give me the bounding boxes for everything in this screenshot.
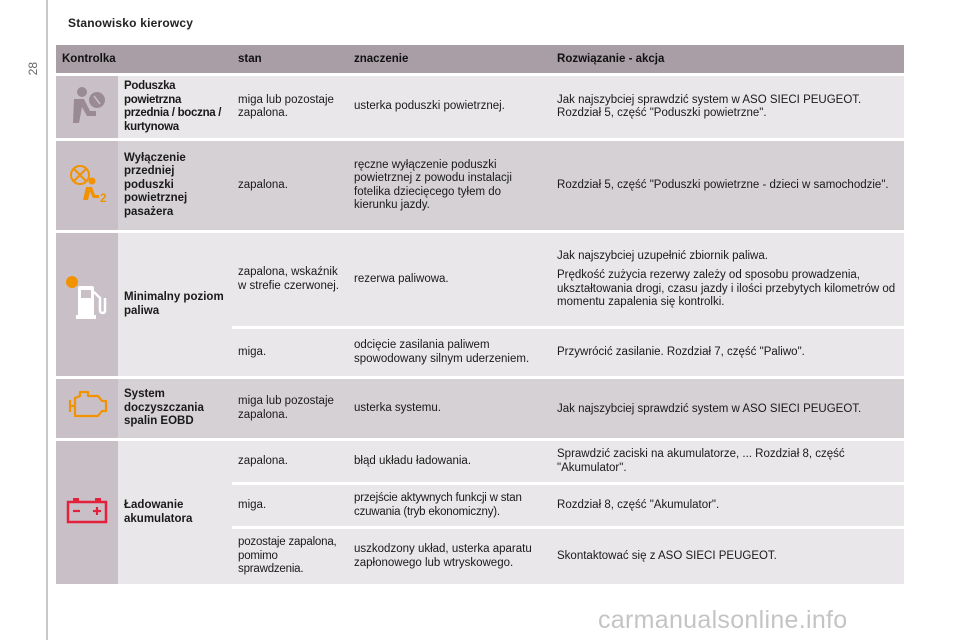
section-title: Stanowisko kierowcy <box>68 16 194 30</box>
battery-znaczenie-3: uszkodzony układ, usterka aparatu zapłonowego lub wtryskowego. <box>348 526 551 584</box>
header-znaczenie: znaczenie <box>348 45 551 73</box>
table-header <box>56 45 904 73</box>
table-row <box>56 230 904 326</box>
header-stan: stan <box>232 45 348 73</box>
fuel-akcja-1 <box>551 230 904 326</box>
battery-stan-2: miga. <box>232 482 348 526</box>
battery-stan-3: pozostaje zapalona, pomimo sprawdzenia. <box>232 526 348 584</box>
fuel-stan-1: zapalona, wskaźnik w strefie czerwonej. <box>232 230 348 326</box>
fuel-znaczenie-1: rezerwa paliwowa. <box>348 230 551 326</box>
engine-check-icon <box>56 376 118 438</box>
passenger-airbag-off-akcja: Rozdział 5, część "Poduszki powietrzne - dzieci w samochodzie". <box>551 138 904 230</box>
airbag-znaczenie: usterka poduszki powietrznej. <box>348 73 551 138</box>
eobd-znaczenie: usterka systemu. <box>348 376 551 438</box>
table-row <box>56 138 904 230</box>
fuel-akcja-2: Przywrócić zasilanie. Rozdział 7, część "Paliwo". <box>551 326 904 376</box>
table-row <box>56 73 904 138</box>
eobd-label: System doczyszczania spalin EOBD <box>118 376 232 438</box>
margin-rule <box>46 0 48 640</box>
fuel-akcja-1-line1: Jak najszybciej uzupełnić zbiornik paliwa. <box>557 249 768 262</box>
table-row <box>56 376 904 438</box>
header-kontrolka: Kontrolka <box>56 45 232 73</box>
battery-akcja-3: Skontaktować się z ASO SIECI PEUGEOT. <box>551 526 904 584</box>
passenger-airbag-off-stan: zapalona. <box>232 138 348 230</box>
airbag-warning-icon <box>56 73 118 138</box>
fuel-stan-2: miga. <box>232 326 348 376</box>
passenger-airbag-off-icon <box>56 138 118 230</box>
battery-znaczenie-1: błąd układu ładowania. <box>348 438 551 482</box>
airbag-label: Poduszka powietrzna przednia / boczna / kurtynowa <box>118 73 232 138</box>
svg-text:2: 2 <box>100 191 107 206</box>
battery-akcja-2: Rozdział 8, część "Akumulator". <box>551 482 904 526</box>
passenger-airbag-off-label: Wyłączenie przedniej poduszki powietrznej pasażera <box>118 138 232 230</box>
battery-stan-1: zapalona. <box>232 438 348 482</box>
battery-icon <box>56 438 118 584</box>
eobd-stan: miga lub pozostaje zapalona. <box>232 376 348 438</box>
battery-label: Ładowanie akumulatora <box>118 438 232 584</box>
warning-lights-table <box>56 45 904 584</box>
table-row <box>56 438 904 482</box>
battery-akcja-1: Sprawdzić zaciski na akumulatorze, ... Rozdział 8, część "Akumulator". <box>551 438 904 482</box>
fuel-akcja-1-line2: Prędkość zużycia rezerwy zależy od sposobu prowadzenia, ukształtowania drogi, czasu jazdy i ilości przebytych kilometrów od momentu zapalenia się kontrolki. <box>557 269 896 308</box>
fuel-pump-icon <box>56 230 118 376</box>
fuel-label: Minimalny poziom paliwa <box>118 230 232 376</box>
airbag-akcja: Jak najszybciej sprawdzić system w ASO SIECI PEUGEOT. Rozdział 5, część "Poduszki powietrzne". <box>551 73 904 138</box>
page-number: 28 <box>26 62 40 76</box>
airbag-stan: miga lub pozostaje zapalona. <box>232 73 348 138</box>
battery-znaczenie-2: przejście aktywnych funkcji w stan czuwania (tryb ekonomiczny). <box>348 482 551 526</box>
watermark: carmanualsonline.info <box>598 606 848 634</box>
fuel-znaczenie-2: odcięcie zasilania paliwem spowodowany silnym uderzeniem. <box>348 326 551 376</box>
eobd-akcja: Jak najszybciej sprawdzić system w ASO SIECI PEUGEOT. <box>551 376 904 438</box>
header-akcja: Rozwiązanie - akcja <box>551 45 904 73</box>
passenger-airbag-off-znaczenie: ręczne wyłączenie poduszki powietrznej z powodu instalacji fotelika dziecięcego tyłem do kierunku jazdy. <box>348 138 551 230</box>
